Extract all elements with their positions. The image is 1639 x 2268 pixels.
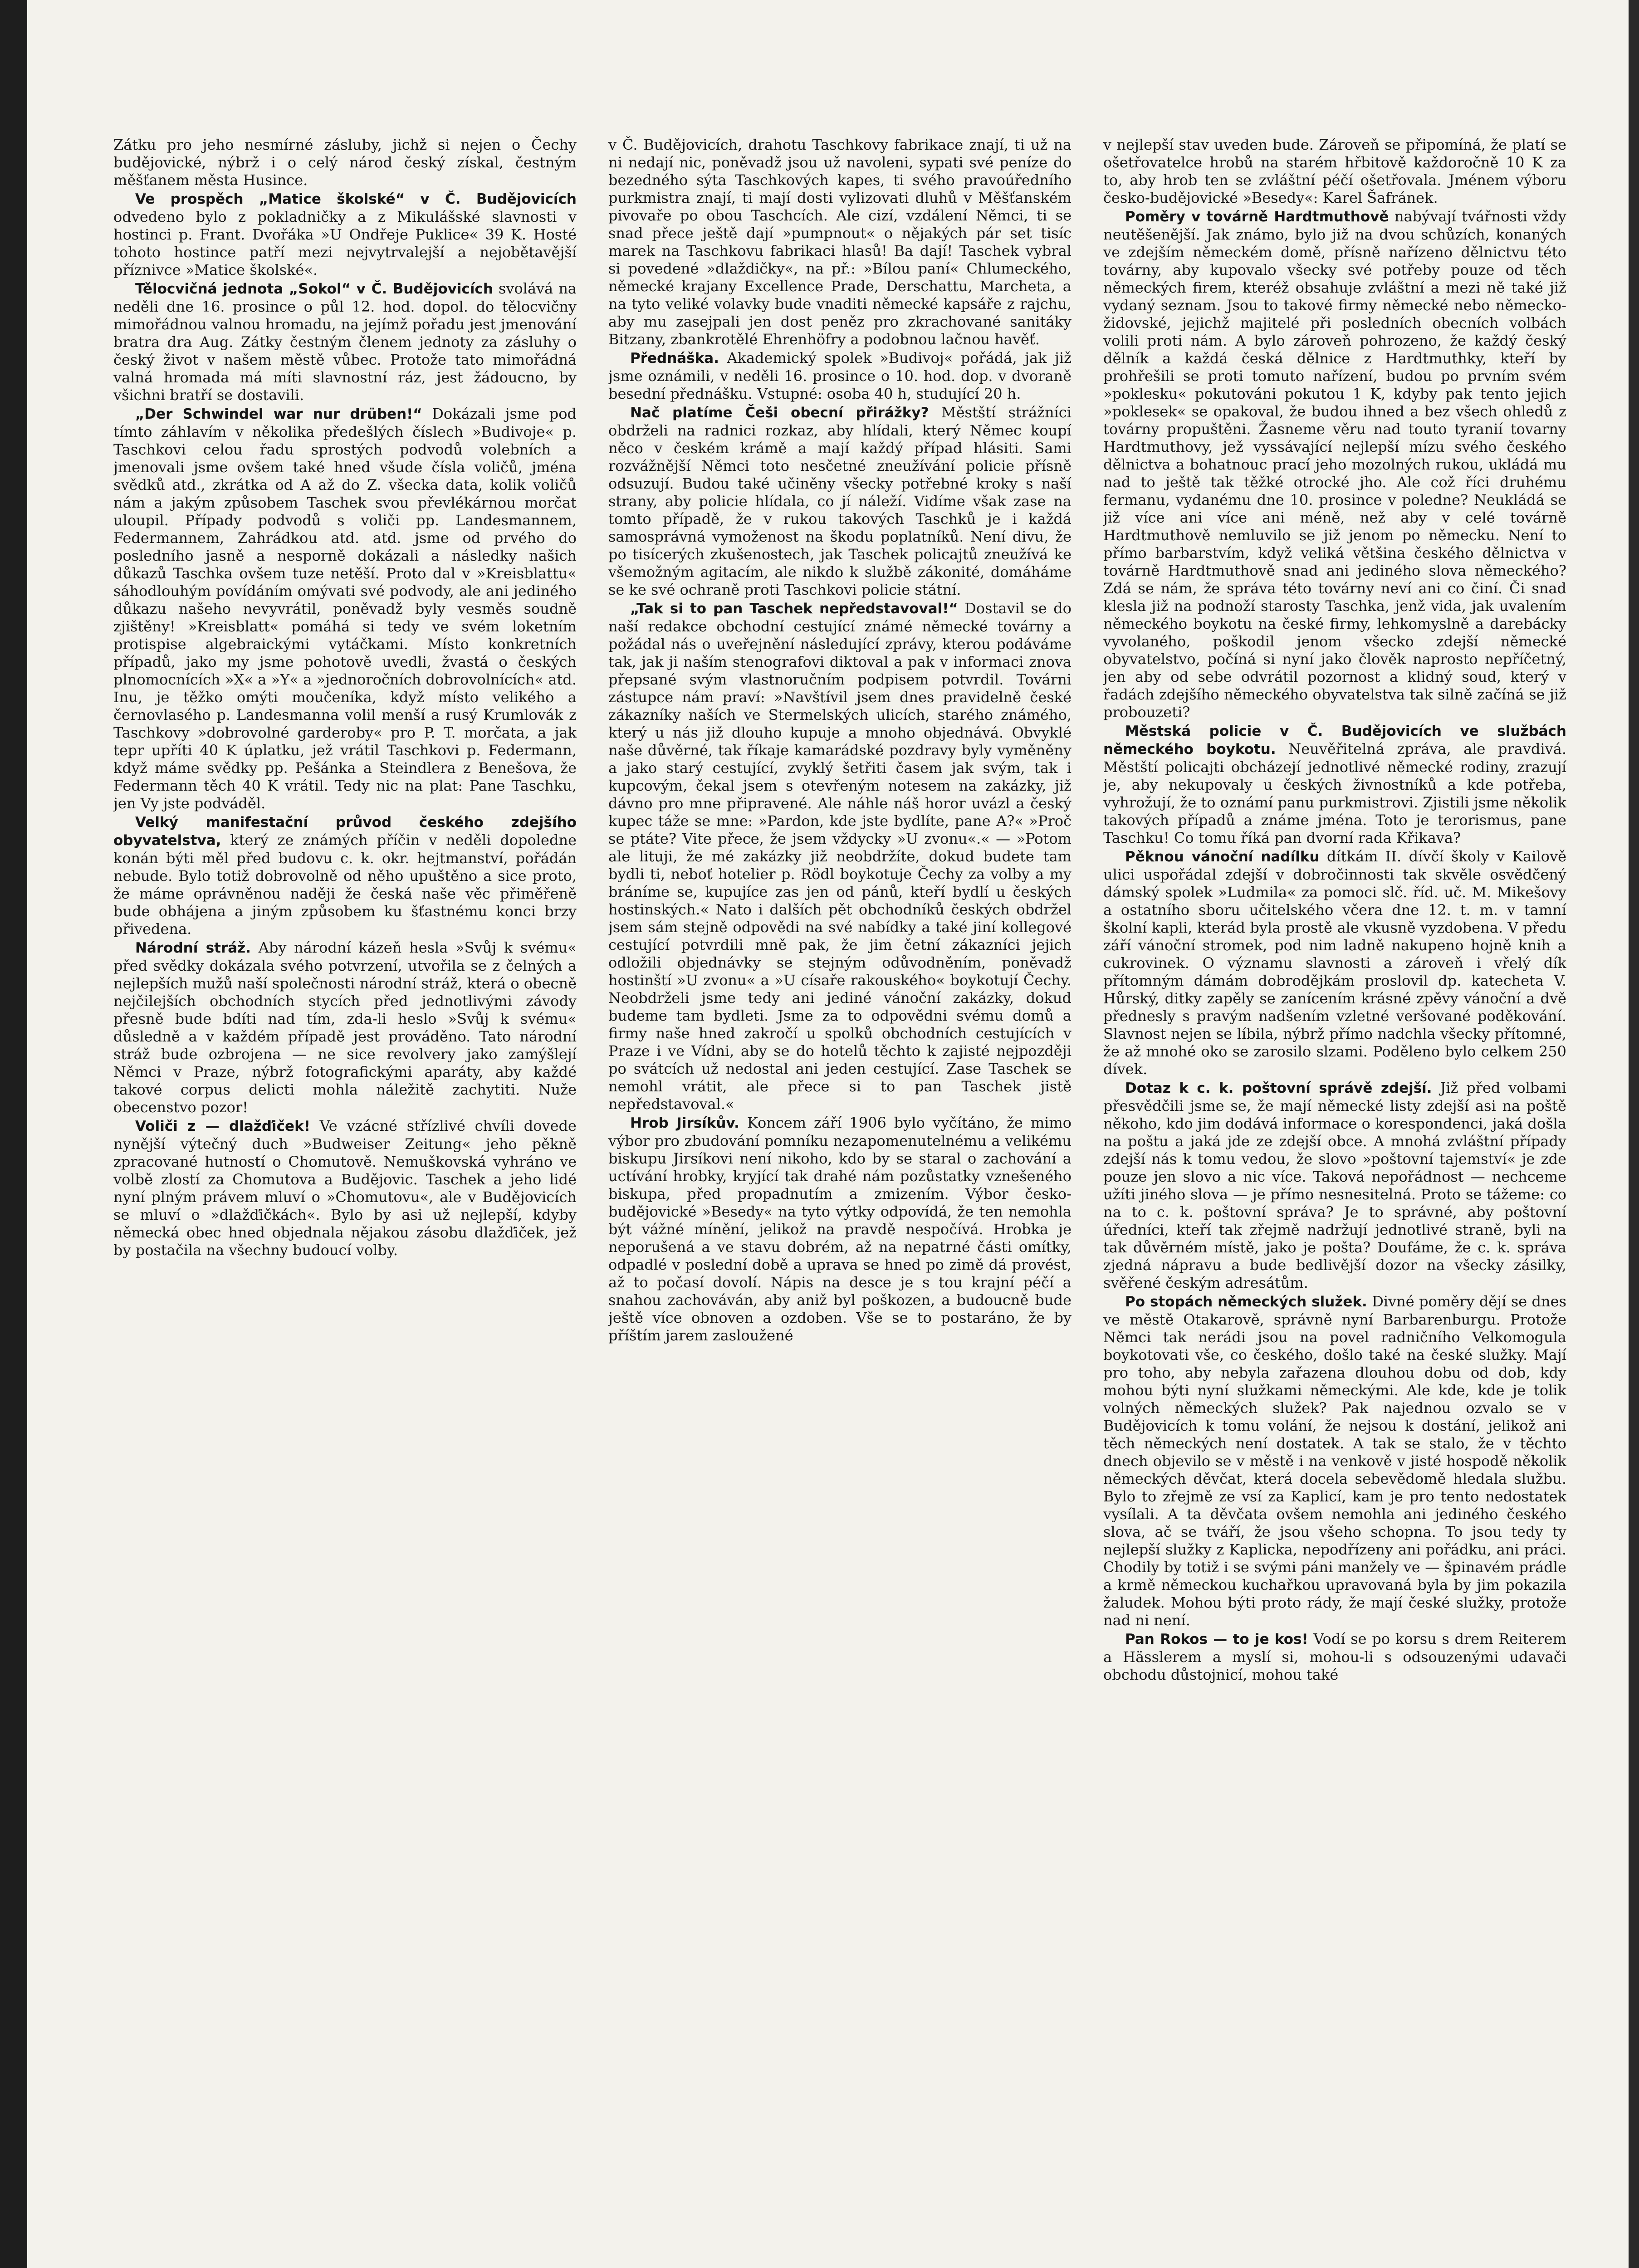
article-heading: Hrob Jirsíkův. <box>630 1115 739 1131</box>
article-text: dítkám II. dívčí školy v Kailově ulici uspořádal zdejší v dobročinnosti tak skvěle osvědčený dámský spolek »Ludmila« za pomoci slč. říd. uč. M. Mikešovy a ostatního sboru učitelského včera dne 12. t. m. v tamní školní kapli, kterád byla prostě ale vkusně vyzdobena. V předu září vánoční stromek, pod nim ladně nakupeno hojně knih a cukrovinek. O významu slavnosti a zároveň i vřelý dík přítomným dámám dobrodějkám proslovil dp. katecheta V. Hůrský, ditky zapěly se zanícením krásné zpěvy vánoční a dvě přednesly s pravým nadšením vzletné veršované poděkování. Slavnost nejen se líbila, nýbrž přímo nadchla všecky přítomné, že až mnohé oko se zarosilo slzami. Poděleno bylo celkem 250 dívek. <box>1103 848 1566 1078</box>
article-paragraph <box>113 939 577 1116</box>
article-heading: Velký manifestační průvod českého zdejšího obyvatelstva, <box>113 814 577 849</box>
article-heading: Dotaz k c. k. poštovní správě zdejší. <box>1125 1080 1432 1096</box>
article-heading: Pěknou vánoční nadílku <box>1125 849 1320 865</box>
article-paragraph <box>113 190 577 279</box>
article-text: Dostavil se do naší redakce obchodní cestující známé německé továrny a požádal nás o uveřejnění následující zprávy, kterou podáváme tak, jak ji naším stenografovi diktoval a pak v informaci znova přepsané svým vlastnoručním podpisem potvrdil. Továrni zástupce nám praví: »Navštívil jsem dnes pravidelně české zákazníky naších ve Stermelských ulicích, starého známého, který u nás již dlouho kupuje a mnoho objednává. Obvyklé naše důvěrné, tak říkaje kamarádské pozdravy byly vyměněny a jako starý cestující, zvyklý šetřiti časem jak svým, tak i kupcovým, čekal jsem s otevřeným notesem na zakázky, již dávno pro mne připravené. Ale náhle náš horor uvázl a český kupec táže se mne: »Pardon, kde jste bydlíte, pane A?« »Proč se ptáte? Vite přece, že jsem vždycky »U zvonu«.« — »Potom ale lituji, že mé zakázky již neobdržíte, dokud budete tam bydli ti, neboť hotelier p. Rödl boykotuje Čechy za volby a my bráníme se, kupujíce zas jen od pánů, kteří bydlí u českých hostinských.« Nato i dalších pět obchodníků českých obdržel jsem sám stejně odpovědi na své nabídky a také jiní kollegové cestující potvrdili mně pak, že jim četní zákazníci jejich odložili objednávky se stejným odůvodněním, poněvadž hostinští »U zvonu« a »U císaře rakouského« boykotují Čechy. Neobdrželi jsme tedy ani jediné vánoční zakázky, dokud budeme tam bydleti. Jsme za to odpovědni svému domů a firmy naše hned zakročí u spolků obchodních cestujících v Praze i ve Vídni, aby se do hotelů těchto k zajisté nejpozději po svátcích už nedostal ani jeden cestující. Zase Taschek se nemohl vrátit, ale přece si to pan Taschek jistě nepředstavoval.« <box>608 600 1071 1113</box>
article-text: který ze známých příčin v neděli dopoledne konán býti měl před budovu c. k. okr. hejtmanství, pořádán nebude. Bylo totiž dobrovolně od něho upuštěno a sice proto, že máme oprávněnou naději že česká naše věc přiměřeně bude obhájena a jiným způsobem ku šťastnému konci brzy přivedena. <box>113 831 577 938</box>
page-fold-shadow <box>1629 0 1639 2268</box>
article-paragraph <box>113 1117 577 1259</box>
article-paragraph <box>1103 848 1566 1078</box>
article-paragraph <box>608 404 1071 599</box>
article-heading: Přednáška. <box>630 350 719 367</box>
article-paragraph <box>1103 136 1566 207</box>
article-text: Aby národní kázeň hesla »Svůj k svému« před svědky dokázala svého potvrzení, utvořila se z čelných a nejlepších mužů naší společnosti národní stráž, která o obecně nejčilejších obchodních stycích před jednotlivými závody přesně bude bdíti nad tím, zda-li heslo »Svůj k svému« důsledně a v každém případě jest prováděno. Tato národní stráž bude ozbrojena — ne sice revolvery jako zamýšlejí Němci v Praze, nýbrž fotografickými aparáty, aby každé takové corpus delicti mohla náležitě zachytiti. Nuže obecenstvo pozor! <box>113 939 577 1116</box>
article-text: nabývají tvářnosti vždy neutěšenější. Jak známo, bylo již na dvou schůzích, konaných ve zdejším německém domě, přísně nařízeno dělnictvu této továrny, aby kupovalo všecky své potřeby pouze od těch německých firem, kteréž obsahuje zvláštní a mezi ně také již vydaný seznam. Jsou to takové firmy německé nebo německo-židovské, jejichž majitelé při posledních obecních volbách volili proti nám. A bylo zároveň pohrozeno, že každý český dělník a každá česká dělnice z Hardtmuthky, kteří by prohřešili se proti tomuto nařízení, budou po prvním svém »poklesku« pokutováni pokutou 1 K, kdyby pak tento jejich »poklesek« se opakoval, že budou ihned a bez všech ohledů z továrny propuštěni. Žasneme věru nad touto tyranií tovarny Hardtmuthovy, jež vyssávající nejlepší mízu svého českého dělnictva a bohatnouc prací jeho mozolných rukou, ukládá mu nad to ještě tak těžké otrocké jho. Ale což říci druhému fermanu, vydanému dne 10. prosince v poledne? Neukládá se již více ani více ani méně, než aby v celé továrně Hardtmuthově nemluvilo se již jenom po německu. Není to přímo barbarstvím, když veliká většina českého dělnictva v továrně Hardtmuthově snad ani jediného slova německého? Zdá se nám, že správa této továrny neví ani co činí. Či snad klesla již na podnoží starosty Taschka, jenž vida, jak uvalením německého boykotu na české firmy, lehkomyslně a darebácky vyvolaného, poškodil jenom všecko zdejší německé obyvatelstvo, počíná si nyní jako člověk naprosto nepříčetný, jen aby od sebe odvrátil pozornost a klidný soud, který v řadách zdejšího německého obyvatelstva tak silně začíná se již probouzeti? <box>1103 208 1566 721</box>
article-text: Koncem září 1906 bylo vyčítáno, že mimo výbor pro zbudování pomníku nezapomenutelnému a velikému biskupu Jirsíkovi není nikoho, kdo by se staral o zachování a uctívání hrobky, kryjící tak drahé nám pozůstatky vznešeného biskupa, před propadnutím a zmizením. Výbor česko-budějovické »Besedy« na tyto výtky odpovídá, že ten nemohla být vážné mínění, jelikož na pravdě nespočívá. Hrobka je neporušená a ve stavu dobrém, až na nepatrné části omítky, odpadlé v poslední době a uprava se hned po zimě dá provést, až to počasí dovolí. Nápis na desce je s tou krajní péčí a snahou zachováván, aby aniž byl poškozen, a budoucně bude ještě více obnoven a ozdoben. Vše se to postaráno, že by příštím jarem zasloužené <box>608 1114 1071 1344</box>
article-heading: Tělocvičná jednota „Sokol“ v Č. Budějovicích <box>135 281 493 297</box>
article-text: Zátku pro jeho nesmírné zásluby, jichž si nejen o Čechy budějovické, nýbrž i o celý národ český získal, čestným měšťanem města Husince. <box>113 136 577 189</box>
article-heading: Poměry v továrně Hardtmuthově <box>1125 209 1389 225</box>
article-text: Ve vzácné střízlivé chvíli dovede nynější výtečný duch »Budweiser Zeitung« jeho pěkně zpracované hutností o Chomutově. Nemuškovská vyhráno ve volbě zlostí za Chomutova a Budějovic. Taschek a jeho lidé nyní plným právem mluví o »Chomutovu«, ale v Budějovicích se mluví o »dlažďičkách«. Bylo by asi už nejlepší, kdyby německá obec hned objednala nějakou zásobu dlažďiček, jež by postačila na všechny budoucí volby. <box>113 1117 577 1259</box>
article-text: Městští strážníci obdrželi na radnici rozkaz, aby hlídali, který Němec koupí něco v českém krámě a mají každý případ hlásiti. Sami rozvážnější Němci toto nesčetné zneužívání policie přísně odsuzují. Budou také učiněny všecky potřebné kroky s naší strany, aby policie hlídala, co jí náleží. Vidíme však zase na tomto případě, že v rukou takových Taschků je i každá samosprávná vymoženost na škodu poplatníků. Není divu, že po tisícerých zkušenostech, jak Taschek policajtů zneužívá ke všemožným agitacím, ale nikdo k službě zákonité, domáháme se ke své ochraně proti Taschkovi policie státní. <box>608 404 1071 598</box>
article-paragraph <box>113 136 577 189</box>
article-heading: Po stopách německých služek. <box>1125 1294 1367 1310</box>
article-text: Neuvěřitelná zpráva, ale pravdivá. Městští policajti obcházejí jednotlivé německé rodiny, zrazují je, aby nekupovaly u českých živnostníků a kde potřeba, vyhrožují, že to oznámí panu purkmistrovi. Zjistili jsme několik takových případů a známe jména. Toto je terorismus, pane Taschku! Co tomu říká pan dvorní rada Křikava? <box>1103 740 1566 846</box>
article-text: v nejlepší stav uveden bude. Zároveň se připomíná, že platí se ošetřovatelce hrobů na starém hřbitově každoročně 10 K za to, aby hrob ten se zvláštní péčí ošetřovala. Jménem výboru česko-budějovické »Besedy«: Karel Šafránek. <box>1103 136 1566 206</box>
article-text: svolává na neděli dne 16. prosince o půl 12. hod. dopol. do tělocvičny mimořádnou valnou hromadu, na jejímž pořadu jest jmenování bratra dra Aug. Zátky čestným členem jednoty za zásluhy o český život v našem městě vůbec. Protože tato mimořádná valná hromada má míti slavnostní ráz, jest žádoucno, by všichni bratří se dostavili. <box>113 280 577 404</box>
newspaper-page <box>27 0 1639 2268</box>
article-heading: Ve prospěch „Matice školské“ v Č. Budějovicích <box>135 191 577 207</box>
article-heading: Národní stráž. <box>135 940 251 956</box>
article-heading: Voliči z — dlažďiček! <box>135 1118 310 1134</box>
article-text: Již před volbami přesvědčili jsme se, že mají německé listy zdejší asi na poště někoho, kdo jim dodává informace o korespondenci, jaká došla na poštu a jaká jde ze zdejší obce. A mnohá zvláštní případy zdejší nás k tomu vedou, že slovo »poštovní tajemství« je zde pouze jen slovo a nic více. Taková nepořádnost — nechceme užíti jiného slova — je přímo nesnesitelná. Proto se tážeme: co na to c. k. poštovní správa? Je to správné, aby poštovní úředníci, kteří tak zřejmě nadržují jednotlivé straně, byli na tak důvěrném místě, jako je pošta? Doufáme, že c. k. správa zjedná nápravu a bude bedlivější dozor na všecky zásilky, svěřené českým adresátům. <box>1103 1079 1566 1291</box>
article-heading: Nač platíme Češi obecní přirážky? <box>630 405 929 421</box>
article-paragraph <box>1103 208 1566 721</box>
article-text: odvedeno bylo z pokladničky a z Mikulášské slavnosti v hostinci p. Frant. Dvořáka »U Ondřeje Puklice« 39 K. Hosté tohoto hostince patří mezi nejvytrvalejší a nejobětavější příznivce »Matice školské«. <box>113 208 577 279</box>
article-heading: Městská policie v Č. Budějovicích ve službách německého boykotu. <box>1103 723 1566 758</box>
column-right <box>1103 136 1566 2268</box>
article-paragraph <box>608 349 1071 403</box>
column-left <box>113 136 577 2268</box>
article-heading: Pan Rokos — to je kos! <box>1125 1631 1308 1647</box>
article-paragraph <box>1103 1293 1566 1629</box>
column-middle <box>608 136 1071 2268</box>
article-heading: „Tak si to pan Taschek nepředstavoval!“ <box>630 601 958 617</box>
article-paragraph <box>1103 1079 1566 1292</box>
article-paragraph <box>608 1114 1071 1344</box>
article-paragraph <box>113 280 577 404</box>
article-text: Divné poměry dějí se dnes ve městě Otakarově, správně nyní Barbarenburgu. Protože Němci tak nerádi jsou na povel radničního Velkomogula boykotovati vše, co českého, došlo také na české služky. Mají pro toho, aby nebyla zařazena dlouhou dobu od dob, kdy mohou býti nyní služkami německými. Ale kde, kde je tolik volných německých služek? Pak najednou ozvalo se v Budějovicích k tomu volání, že nejsou k dostání, jelikož ani těch německých není dostatek. A tak se stalo, že v těchto dnech objevilo se v městě i na venkově v jisté hospodě několik německých děvčat, která docela sebevědomě hledala službu. Bylo to zřejmě ze vsí za Kaplicí, kam je pro tento nedostatek vysílali. A ta děvčata ovšem nemohla ani jediného českého slova, ač se tváří, že jsou všeho schopna. To jsou tedy ty nejlepší služky z Kaplicka, nepodřízeny ani pořádku, ani práci. Chodily by totiž i se svými páni manžely ve — špinavém prádle a krmě německou kuchařkou upravovaná byla by jim pokazila žaludek. Mohou býti proto rády, že mají české služky, protože nad ni není. <box>1103 1293 1566 1629</box>
article-paragraph <box>608 600 1071 1113</box>
article-paragraph <box>113 813 577 938</box>
article-paragraph <box>1103 1630 1566 1684</box>
article-text: Dokázali jsme pod tímto záhlavím v několika předešlých číslech »Budivoje« p. Taschkovi celou řadu sprostých podvodů volebních a jmenovali jsme ovšem také hned všude čísla voličů, jména svědků atd., zkrátka od A až do Z. všecka data, kolik voličů nám a jakým způsobem Taschek svou převlékárnou morčat uloupil. Případy podvodů s voliči pp. Landesmannem, Federmannem, Zahrádkou atd. atd. jsme od prvého do posledního jasně a nesporně dokázali a následky našich důkazů Taschka ovšem tuze netěší. Proto dal v »Kreisblattu« sáhodlouhým povídáním omývati své podvody, ale ani jediného důkazu našeho nevyvrátil, poněvadž byly vesměs soudně zjištěny! »Kreisblatt« pomáhá si tedy ve svém loketním protispise algebraickými vytáčkami. Místo konkretních případů, jako my jsme pohotově uvedli, žvastá o českých plnomocnících »X« a »Y« a »jednoročních dobrovolnících« atd. Inu, je těžko omýti moučeníka, když místo velikého a černovlasého p. Landesmanna volil menší a rusý Krumlovák z Taschkovy »dobrovolné garderoby« pro P. T. morčata, a jak tepr upříti 40 K úplatku, jež vrátil Taschkovi p. Federmann, když máme svědky pp. Pešánka a Steindlera z Benešova, že Federmann těch 40 K vrátil. Tedy nic na plat: Pane Taschku, jen Vy jste podváděl. <box>113 405 577 812</box>
article-paragraph <box>1103 722 1566 847</box>
article-text: Vodí se po korsu s drem Reiterem a Hässlerem a myslí si, mohou-li s odsouzenými udavači obchodu důstojnicí, mohou také <box>1103 1630 1566 1683</box>
article-text: v Č. Budějovicích, drahotu Taschkovy fabrikace znají, ti už na ni nedají nic, poněvadž jsou už navoleni, sypati své peníze do bezedného sýta Taschkových kapes, ti svého pravoúředního purkmistra znají, ti mají dosti vylizovati dluhů v Měšťanském pivovaře po obou Taschcích. Ale cizí, vzdálení Němci, ti se snad přece ještě dají »pumpnout« o nějakých pár set tisíc marek na Taschkovu fabrikaci hlasů! Ba dají! Taschek vybral si povedené »dlaždičky«, na př.: »Bílou paní« Chlumeckého, německé krajany Excellence Prade, Derschattu, Marcheta, a na tyto veliké volavky bude vnaditi německé kapsáře z rajchu, aby mu zasejpali jen dost peněz pro zkrachované sanitáky Bitzany, zbankrotělé Ehrenhöfry a podobnou lačnou havěť. <box>608 136 1071 348</box>
article-paragraph <box>113 405 577 812</box>
article-paragraph <box>608 136 1071 348</box>
article-heading: „Der Schwindel war nur drüben!“ <box>135 406 422 422</box>
article-text: Akademický spolek »Budivoj« pořádá, jak již jsme oznámili, v neděli 16. prosince o 10. hod. dop. v dvoraně besední přednášku. Vstupné: osoba 40 h, studující 20 h. <box>608 349 1071 402</box>
